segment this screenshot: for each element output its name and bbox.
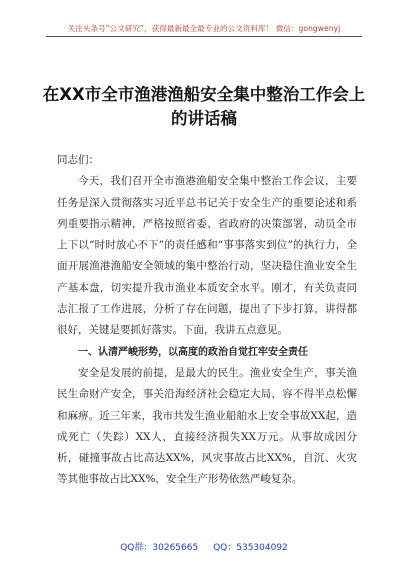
page-footer: [0, 540, 408, 553]
document-body: [57, 150, 357, 491]
section-heading-1: 一、认清严峻形势，以高度的政治自觉扛牢安全责任: [78, 346, 308, 358]
header-divider: [46, 36, 362, 37]
paragraph-intro: 今天，我们召开全市渔港渔船安全集中整治工作会议，主要任务是深入贯彻落实习近平总书记关于安全生产的重要论述和系列重要指示精神，严格按照省委、省政府的决策部署，动员全市上下以“时时放心不下”的责任感和“事事落实到位”的执行力，全面开展渔港渔船安全领域的集中整治行动，坚决稳住渔业安全生产基本盘，切实提升我市渔业本质安全水平。刚才，有关负责同志汇报了工作进展，分析了存在问题，提出了下步打算，讲得都很好，关键是要抓好落实。下面，我讲五点意见。: [57, 175, 357, 337]
footer-qq-group: QQ群：30265665: [120, 543, 199, 553]
footer-qq: QQ：535304092: [213, 543, 288, 553]
page-header: [0, 0, 408, 58]
greeting: 同志们：: [57, 154, 99, 166]
paragraph-situation: 安全是发展的前提，是最大的民生。渔业安全生产，事关渔民生命财产安全，事关沿海经济社会稳定大局，容不得半点松懈和麻痹。近三年来，我市共发生渔业船舶水上安全事故XX起，造成死亡（失踪）XX人，直接经济损失XX万元。从事故成因分析，碰撞事故占比高达XX%，风灾事故占比XX%，自沉、火灾等其他事故占比XX%，安全生产形势依然严峻复杂。: [57, 366, 357, 486]
header-promo-text: 关注头条号“公文研究”，获得最新最全最专业的公文资料库！ 微信：gongwenyj: [67, 24, 341, 33]
document-title: 在XX市全市渔港渔船安全集中整治工作会上的讲话稿: [42, 85, 366, 128]
